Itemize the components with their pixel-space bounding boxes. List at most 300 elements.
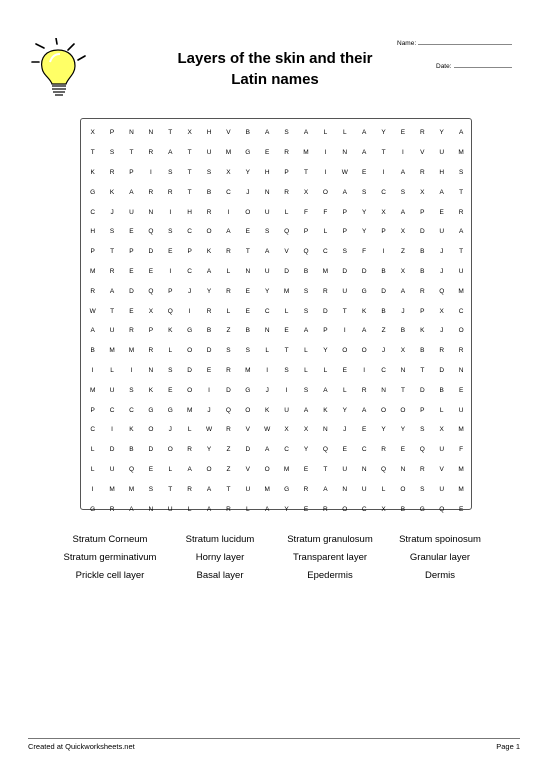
grid-letter[interactable]: B bbox=[439, 386, 444, 394]
grid-letter[interactable]: J bbox=[381, 347, 386, 355]
grid-letter[interactable]: U bbox=[264, 208, 270, 216]
grid-letter[interactable]: T bbox=[168, 129, 173, 137]
grid-letter[interactable]: S bbox=[168, 228, 173, 236]
grid-letter[interactable]: U bbox=[109, 386, 115, 394]
grid-letter[interactable]: Y bbox=[245, 168, 250, 176]
grid-letter[interactable]: Y bbox=[361, 228, 367, 236]
grid-letter[interactable]: L bbox=[110, 366, 114, 374]
grid-letter[interactable]: M bbox=[89, 386, 96, 394]
grid-letter[interactable]: D bbox=[361, 267, 367, 275]
grid-letter[interactable]: E bbox=[129, 307, 134, 315]
grid-letter[interactable]: Q bbox=[148, 287, 154, 295]
grid-letter[interactable]: H bbox=[264, 168, 270, 176]
grid-letter[interactable]: U bbox=[109, 327, 115, 335]
grid-letter[interactable]: R bbox=[458, 347, 464, 355]
grid-letter[interactable]: E bbox=[245, 287, 250, 295]
grid-letter[interactable]: R bbox=[167, 188, 173, 196]
grid-letter[interactable]: R bbox=[226, 426, 231, 434]
grid-letter[interactable]: R bbox=[226, 366, 231, 374]
grid-letter[interactable]: D bbox=[109, 446, 115, 454]
grid-letter[interactable]: Q bbox=[322, 446, 328, 454]
grid-letter[interactable]: T bbox=[187, 168, 192, 176]
grid-letter[interactable]: S bbox=[400, 188, 406, 196]
grid-letter[interactable]: K bbox=[148, 386, 154, 394]
grid-letter[interactable]: I bbox=[188, 307, 191, 315]
grid-letter[interactable]: M bbox=[109, 347, 115, 355]
grid-letter[interactable]: D bbox=[206, 347, 212, 355]
grid-letter[interactable]: Q bbox=[225, 406, 231, 414]
grid-letter[interactable]: P bbox=[284, 168, 289, 176]
grid-letter[interactable]: A bbox=[303, 406, 309, 414]
grid-letter[interactable]: G bbox=[245, 386, 251, 394]
grid-letter[interactable]: E bbox=[303, 465, 309, 473]
grid-letter[interactable]: T bbox=[459, 188, 464, 196]
grid-letter[interactable]: B bbox=[245, 327, 250, 335]
grid-letter[interactable]: N bbox=[148, 505, 154, 513]
grid-letter[interactable]: R bbox=[109, 168, 115, 176]
grid-letter[interactable]: R bbox=[323, 505, 328, 513]
grid-letter[interactable]: X bbox=[226, 168, 231, 176]
grid-letter[interactable]: K bbox=[168, 327, 173, 335]
grid-letter[interactable]: N bbox=[148, 129, 154, 137]
grid-letter[interactable]: A bbox=[439, 188, 444, 196]
grid-letter[interactable]: S bbox=[265, 228, 270, 236]
name-field[interactable] bbox=[397, 40, 512, 47]
grid-letter[interactable]: P bbox=[420, 208, 425, 216]
grid-letter[interactable]: W bbox=[264, 426, 271, 434]
grid-letter[interactable]: O bbox=[361, 347, 367, 355]
grid-letter[interactable]: E bbox=[303, 505, 309, 513]
grid-letter[interactable]: L bbox=[342, 386, 347, 394]
grid-letter[interactable]: M bbox=[458, 149, 464, 157]
grid-letter[interactable]: L bbox=[187, 505, 192, 513]
grid-letter[interactable]: A bbox=[400, 168, 406, 176]
grid-letter[interactable]: E bbox=[129, 228, 134, 236]
grid-letter[interactable]: F bbox=[362, 248, 367, 256]
grid-letter[interactable]: I bbox=[266, 366, 269, 374]
grid-letter[interactable]: R bbox=[129, 327, 134, 335]
grid-letter[interactable]: T bbox=[459, 248, 464, 256]
grid-letter[interactable]: A bbox=[361, 406, 367, 414]
grid-letter[interactable]: U bbox=[167, 505, 173, 513]
grid-letter[interactable]: U bbox=[458, 267, 464, 275]
grid-letter[interactable]: R bbox=[187, 485, 192, 493]
grid-letter[interactable]: L bbox=[381, 485, 386, 493]
grid-letter[interactable]: A bbox=[168, 149, 173, 157]
grid-letter[interactable]: I bbox=[91, 485, 94, 493]
grid-letter[interactable]: Q bbox=[128, 465, 134, 473]
grid-letter[interactable]: V bbox=[284, 248, 289, 256]
grid-letter[interactable]: I bbox=[149, 168, 152, 176]
grid-letter[interactable]: T bbox=[90, 149, 95, 157]
grid-letter[interactable]: J bbox=[343, 426, 347, 434]
grid-letter[interactable]: J bbox=[265, 386, 269, 394]
grid-letter[interactable]: Y bbox=[206, 446, 212, 454]
grid-letter[interactable]: G bbox=[284, 485, 290, 493]
grid-letter[interactable]: K bbox=[265, 406, 270, 414]
grid-letter[interactable]: T bbox=[129, 149, 134, 157]
grid-letter[interactable]: Q bbox=[381, 465, 387, 473]
grid-letter[interactable]: M bbox=[109, 485, 115, 493]
grid-letter[interactable]: K bbox=[206, 248, 212, 256]
grid-letter[interactable]: S bbox=[168, 366, 173, 374]
grid-letter[interactable]: M bbox=[283, 287, 290, 295]
grid-letter[interactable]: G bbox=[245, 149, 251, 157]
grid-letter[interactable]: R bbox=[187, 446, 192, 454]
grid-letter[interactable]: O bbox=[206, 228, 212, 236]
grid-letter[interactable]: R bbox=[109, 505, 115, 513]
grid-letter[interactable]: O bbox=[187, 347, 193, 355]
grid-letter[interactable]: Y bbox=[265, 287, 270, 295]
grid-letter[interactable]: Z bbox=[400, 248, 405, 256]
grid-letter[interactable]: O bbox=[322, 188, 328, 196]
grid-letter[interactable]: O bbox=[342, 347, 348, 355]
grid-letter[interactable]: V bbox=[420, 149, 425, 157]
grid-letter[interactable]: M bbox=[128, 485, 135, 493]
grid-letter[interactable]: R bbox=[323, 287, 328, 295]
grid-letter[interactable]: R bbox=[419, 287, 425, 295]
grid-letter[interactable]: D bbox=[419, 228, 425, 236]
grid-letter[interactable]: N bbox=[264, 327, 270, 335]
grid-letter[interactable]: C bbox=[381, 366, 386, 374]
grid-letter[interactable]: V bbox=[439, 465, 444, 473]
date-field[interactable] bbox=[436, 63, 512, 70]
grid-letter[interactable]: T bbox=[284, 347, 289, 355]
grid-letter[interactable]: M bbox=[225, 149, 232, 157]
grid-letter[interactable]: W bbox=[89, 307, 96, 315]
grid-letter[interactable]: E bbox=[400, 129, 406, 137]
grid-letter[interactable]: U bbox=[439, 228, 445, 236]
grid-letter[interactable]: A bbox=[323, 485, 328, 493]
grid-letter[interactable]: B bbox=[420, 248, 425, 256]
grid-letter[interactable]: A bbox=[187, 465, 192, 473]
grid-letter[interactable]: G bbox=[90, 188, 96, 196]
grid-letter[interactable]: B bbox=[420, 267, 425, 275]
grid-letter[interactable]: X bbox=[187, 129, 192, 137]
grid-letter[interactable]: I bbox=[382, 168, 385, 176]
grid-letter[interactable]: T bbox=[110, 307, 115, 315]
grid-letter[interactable]: X bbox=[400, 347, 406, 355]
grid-letter[interactable]: D bbox=[439, 366, 445, 374]
grid-letter[interactable]: G bbox=[187, 327, 193, 335]
grid-letter[interactable]: E bbox=[361, 426, 367, 434]
grid-letter[interactable]: R bbox=[226, 287, 231, 295]
grid-letter[interactable]: I bbox=[363, 366, 366, 374]
grid-letter[interactable]: A bbox=[400, 208, 406, 216]
grid-letter[interactable]: Q bbox=[439, 287, 445, 295]
name-blank[interactable] bbox=[418, 44, 512, 45]
grid-letter[interactable]: L bbox=[342, 129, 347, 137]
grid-letter[interactable]: K bbox=[323, 406, 328, 414]
grid-letter[interactable]: D bbox=[129, 287, 134, 295]
grid-letter[interactable]: E bbox=[168, 386, 173, 394]
grid-letter[interactable]: A bbox=[361, 149, 367, 157]
grid-letter[interactable]: B bbox=[400, 327, 406, 335]
grid-letter[interactable]: F bbox=[323, 208, 328, 216]
grid-letter[interactable]: I bbox=[324, 149, 327, 157]
grid-letter[interactable]: D bbox=[419, 386, 425, 394]
grid-letter[interactable]: J bbox=[246, 188, 250, 196]
grid-letter[interactable]: A bbox=[265, 505, 270, 513]
grid-letter[interactable]: M bbox=[303, 149, 309, 157]
grid-letter[interactable]: Y bbox=[439, 129, 444, 137]
grid-letter[interactable]: H bbox=[439, 168, 445, 176]
grid-letter[interactable]: E bbox=[439, 208, 444, 216]
grid-letter[interactable]: S bbox=[303, 307, 309, 315]
grid-letter[interactable]: X bbox=[284, 426, 289, 434]
grid-letter[interactable]: M bbox=[89, 267, 96, 275]
grid-letter[interactable]: E bbox=[458, 505, 464, 513]
grid-letter[interactable]: C bbox=[90, 208, 96, 216]
grid-letter[interactable]: N bbox=[381, 386, 386, 394]
grid-letter[interactable]: R bbox=[419, 465, 425, 473]
grid-letter[interactable]: T bbox=[420, 366, 425, 374]
grid-letter[interactable]: A bbox=[458, 129, 464, 137]
grid-letter[interactable]: U bbox=[264, 267, 270, 275]
grid-letter[interactable]: M bbox=[283, 465, 290, 473]
grid-letter[interactable]: I bbox=[343, 327, 346, 335]
grid-letter[interactable]: T bbox=[168, 485, 173, 493]
grid-letter[interactable]: A bbox=[265, 129, 270, 137]
grid-letter[interactable]: M bbox=[322, 267, 329, 275]
grid-letter[interactable]: L bbox=[439, 406, 444, 414]
grid-letter[interactable]: A bbox=[265, 446, 270, 454]
grid-letter[interactable]: X bbox=[400, 267, 406, 275]
grid-letter[interactable]: L bbox=[226, 267, 231, 275]
grid-letter[interactable]: R bbox=[226, 248, 231, 256]
grid-letter[interactable]: C bbox=[361, 446, 367, 454]
grid-letter[interactable]: I bbox=[111, 426, 113, 434]
grid-letter[interactable]: C bbox=[284, 446, 289, 454]
grid-letter[interactable]: B bbox=[206, 327, 212, 335]
grid-letter[interactable]: O bbox=[187, 386, 193, 394]
grid-letter[interactable]: I bbox=[285, 386, 288, 394]
grid-letter[interactable]: U bbox=[206, 149, 212, 157]
grid-letter[interactable]: N bbox=[129, 129, 134, 137]
grid-letter[interactable]: S bbox=[245, 347, 250, 355]
grid-letter[interactable]: S bbox=[168, 168, 173, 176]
grid-letter[interactable]: O bbox=[264, 465, 270, 473]
grid-letter[interactable]: D bbox=[284, 267, 289, 275]
grid-letter[interactable]: E bbox=[245, 307, 250, 315]
grid-letter[interactable]: A bbox=[90, 327, 95, 335]
grid-letter[interactable]: A bbox=[361, 327, 367, 335]
grid-letter[interactable]: D bbox=[323, 307, 328, 315]
grid-letter[interactable]: X bbox=[439, 307, 444, 315]
grid-letter[interactable]: O bbox=[458, 327, 464, 335]
grid-letter[interactable]: J bbox=[440, 248, 444, 256]
grid-letter[interactable]: J bbox=[440, 327, 444, 335]
grid-letter[interactable]: G bbox=[148, 406, 154, 414]
grid-letter[interactable]: Q bbox=[167, 307, 173, 315]
grid-letter[interactable]: T bbox=[187, 149, 192, 157]
grid-letter[interactable]: R bbox=[148, 188, 154, 196]
grid-letter[interactable]: T bbox=[187, 188, 192, 196]
grid-letter[interactable]: C bbox=[109, 406, 115, 414]
grid-letter[interactable]: S bbox=[226, 347, 231, 355]
grid-letter[interactable]: L bbox=[265, 347, 270, 355]
grid-letter[interactable]: E bbox=[342, 366, 347, 374]
grid-letter[interactable]: R bbox=[90, 287, 96, 295]
grid-letter[interactable]: T bbox=[304, 168, 308, 176]
grid-letter[interactable]: U bbox=[458, 406, 464, 414]
grid-letter[interactable]: Q bbox=[303, 248, 309, 256]
grid-letter[interactable]: A bbox=[303, 327, 309, 335]
grid-letter[interactable]: R bbox=[419, 168, 425, 176]
grid-letter[interactable]: N bbox=[245, 267, 251, 275]
grid-letter[interactable]: R bbox=[361, 386, 367, 394]
grid-letter[interactable]: Y bbox=[381, 426, 386, 434]
grid-letter[interactable]: Z bbox=[226, 327, 231, 335]
grid-letter[interactable]: I bbox=[324, 168, 327, 176]
grid-letter[interactable]: E bbox=[206, 366, 212, 374]
grid-letter[interactable]: L bbox=[168, 465, 173, 473]
grid-letter[interactable]: U bbox=[439, 446, 445, 454]
grid-letter[interactable]: C bbox=[90, 426, 96, 434]
grid-letter[interactable]: L bbox=[304, 366, 308, 374]
grid-letter[interactable]: B bbox=[400, 505, 406, 513]
grid-letter[interactable]: M bbox=[458, 287, 464, 295]
grid-letter[interactable]: B bbox=[381, 267, 386, 275]
grid-letter[interactable]: A bbox=[206, 485, 212, 493]
grid-letter[interactable]: K bbox=[90, 168, 95, 176]
grid-letter[interactable]: O bbox=[245, 406, 251, 414]
grid-letter[interactable]: E bbox=[284, 327, 289, 335]
grid-letter[interactable]: E bbox=[245, 228, 250, 236]
grid-letter[interactable]: B bbox=[90, 347, 95, 355]
grid-letter[interactable]: E bbox=[129, 267, 134, 275]
grid-letter[interactable]: E bbox=[148, 465, 154, 473]
grid-letter[interactable]: S bbox=[420, 485, 425, 493]
grid-letter[interactable]: I bbox=[402, 149, 404, 157]
grid-letter[interactable]: Y bbox=[400, 426, 406, 434]
grid-letter[interactable]: Y bbox=[284, 505, 289, 513]
grid-letter[interactable]: Q bbox=[419, 446, 425, 454]
grid-letter[interactable]: U bbox=[342, 465, 348, 473]
grid-letter[interactable]: N bbox=[458, 366, 464, 374]
grid-letter[interactable]: A bbox=[265, 248, 270, 256]
grid-letter[interactable]: P bbox=[420, 406, 425, 414]
grid-letter[interactable]: L bbox=[90, 465, 95, 473]
grid-letter[interactable]: E bbox=[148, 267, 154, 275]
grid-letter[interactable]: B bbox=[206, 188, 212, 196]
grid-letter[interactable]: A bbox=[206, 267, 212, 275]
grid-letter[interactable]: D bbox=[187, 366, 192, 374]
grid-letter[interactable]: H bbox=[90, 228, 96, 236]
grid-letter[interactable]: X bbox=[303, 188, 309, 196]
grid-letter[interactable]: G bbox=[361, 287, 367, 295]
grid-letter[interactable]: N bbox=[400, 366, 406, 374]
grid-letter[interactable]: A bbox=[206, 505, 212, 513]
grid-letter[interactable]: O bbox=[206, 465, 212, 473]
grid-letter[interactable]: T bbox=[400, 386, 405, 394]
grid-letter[interactable]: L bbox=[246, 505, 250, 513]
grid-letter[interactable]: S bbox=[303, 386, 309, 394]
grid-letter[interactable]: I bbox=[169, 267, 172, 275]
grid-letter[interactable]: V bbox=[226, 129, 231, 137]
grid-letter[interactable]: L bbox=[304, 347, 308, 355]
date-blank[interactable] bbox=[454, 67, 512, 68]
grid-letter[interactable]: Y bbox=[206, 287, 212, 295]
grid-letter[interactable]: R bbox=[206, 208, 212, 216]
grid-letter[interactable]: J bbox=[168, 426, 172, 434]
grid-letter[interactable]: K bbox=[109, 188, 115, 196]
grid-letter[interactable]: X bbox=[381, 208, 386, 216]
grid-letter[interactable]: P bbox=[381, 228, 386, 236]
grid-letter[interactable]: T bbox=[381, 149, 386, 157]
grid-letter[interactable]: R bbox=[109, 267, 115, 275]
grid-letter[interactable]: S bbox=[129, 386, 134, 394]
grid-letter[interactable]: X bbox=[420, 188, 425, 196]
grid-letter[interactable]: U bbox=[129, 208, 134, 216]
grid-letter[interactable]: B bbox=[245, 129, 250, 137]
grid-letter[interactable]: M bbox=[186, 406, 193, 414]
grid-letter[interactable]: I bbox=[130, 366, 133, 374]
grid-letter[interactable]: I bbox=[91, 366, 94, 374]
grid-letter[interactable]: S bbox=[342, 248, 347, 256]
grid-letter[interactable]: E bbox=[168, 248, 173, 256]
grid-letter[interactable]: U bbox=[109, 465, 115, 473]
grid-letter[interactable]: P bbox=[129, 168, 134, 176]
grid-letter[interactable]: R bbox=[284, 149, 289, 157]
grid-letter[interactable]: J bbox=[440, 267, 444, 275]
grid-letter[interactable]: A bbox=[361, 129, 367, 137]
grid-letter[interactable]: J bbox=[188, 287, 192, 295]
grid-letter[interactable]: G bbox=[167, 406, 173, 414]
grid-letter[interactable]: X bbox=[381, 505, 386, 513]
grid-letter[interactable]: N bbox=[361, 465, 367, 473]
grid-letter[interactable]: T bbox=[110, 248, 115, 256]
grid-letter[interactable]: Y bbox=[342, 406, 347, 414]
grid-letter[interactable]: V bbox=[245, 465, 250, 473]
grid-letter[interactable]: L bbox=[323, 228, 328, 236]
grid-letter[interactable]: S bbox=[109, 149, 115, 157]
grid-letter[interactable]: S bbox=[284, 366, 289, 374]
grid-letter[interactable]: P bbox=[303, 228, 309, 236]
grid-letter[interactable]: M bbox=[458, 426, 464, 434]
grid-letter[interactable]: L bbox=[323, 129, 328, 137]
grid-letter[interactable]: P bbox=[90, 406, 95, 414]
grid-letter[interactable]: N bbox=[342, 485, 348, 493]
grid-letter[interactable]: M bbox=[458, 465, 464, 473]
grid-letter[interactable]: D bbox=[148, 248, 154, 256]
grid-letter[interactable]: I bbox=[227, 208, 230, 216]
grid-letter[interactable]: M bbox=[245, 366, 251, 374]
grid-letter[interactable]: K bbox=[129, 426, 134, 434]
grid-letter[interactable]: L bbox=[226, 307, 231, 315]
grid-letter[interactable]: J bbox=[207, 406, 211, 414]
grid-letter[interactable]: O bbox=[245, 208, 251, 216]
grid-letter[interactable]: U bbox=[342, 287, 348, 295]
grid-letter[interactable]: F bbox=[304, 208, 308, 216]
grid-letter[interactable]: I bbox=[208, 386, 210, 394]
grid-letter[interactable]: E bbox=[400, 446, 406, 454]
grid-letter[interactable]: T bbox=[323, 465, 328, 473]
grid-letter[interactable]: K bbox=[420, 327, 425, 335]
grid-letter[interactable]: G bbox=[419, 505, 425, 513]
grid-letter[interactable]: O bbox=[167, 446, 173, 454]
grid-letter[interactable]: W bbox=[205, 426, 213, 434]
grid-letter[interactable]: X bbox=[400, 228, 406, 236]
grid-letter[interactable]: P bbox=[187, 248, 192, 256]
grid-letter[interactable]: A bbox=[400, 287, 406, 295]
grid-letter[interactable]: U bbox=[245, 485, 251, 493]
grid-letter[interactable]: N bbox=[148, 208, 154, 216]
grid-letter[interactable]: X bbox=[303, 426, 309, 434]
grid-letter[interactable]: W bbox=[341, 168, 348, 176]
grid-letter[interactable]: Q bbox=[148, 228, 154, 236]
grid-letter[interactable]: I bbox=[169, 208, 172, 216]
